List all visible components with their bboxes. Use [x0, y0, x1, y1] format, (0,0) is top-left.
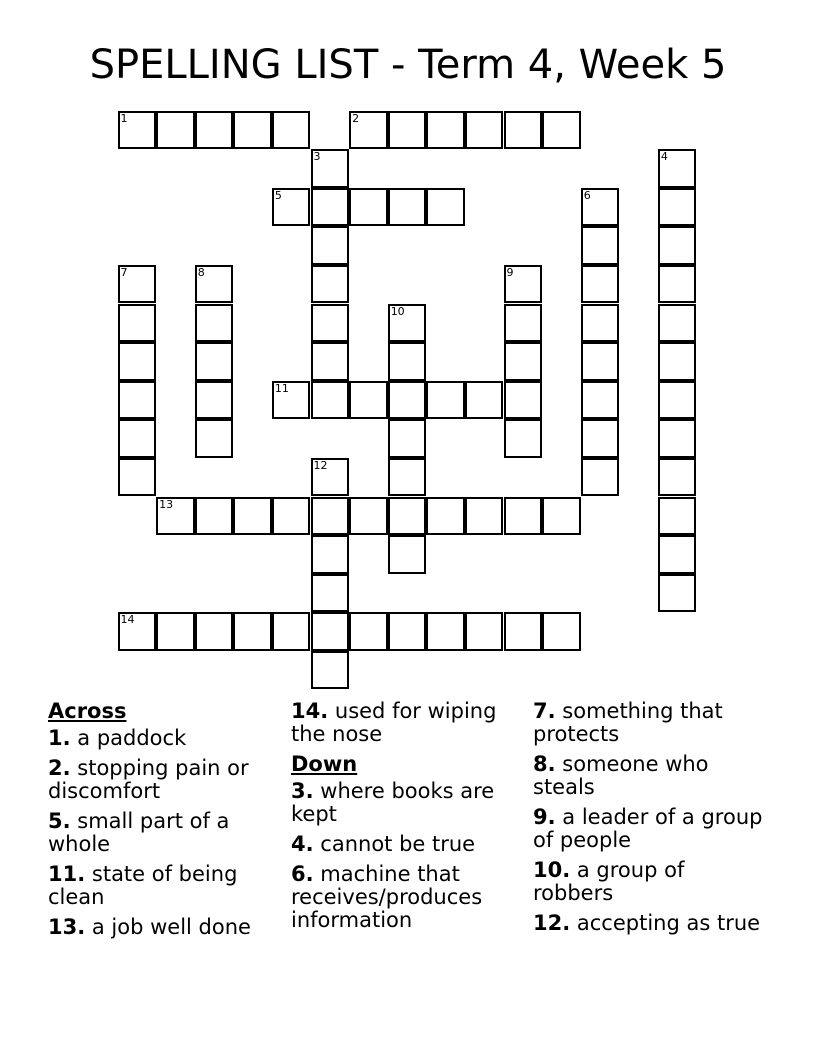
crossword-cell[interactable] [388, 497, 427, 536]
crossword-cell[interactable] [156, 612, 195, 651]
crossword-cell[interactable] [542, 497, 581, 536]
crossword-cell[interactable] [388, 458, 427, 497]
crossword-cell[interactable] [388, 304, 427, 343]
clue-number: 3 [313, 150, 321, 164]
clue-across-11: 11. state of being clean [48, 862, 238, 909]
crossword-cell[interactable] [581, 419, 620, 458]
crossword-cell[interactable] [581, 188, 620, 227]
crossword-cell[interactable] [233, 497, 272, 536]
crossword-cell[interactable] [233, 111, 272, 150]
crossword-cell[interactable] [426, 497, 465, 536]
clues-column-3 [533, 700, 765, 942]
crossword-cell[interactable] [658, 574, 697, 613]
crossword-cell[interactable] [542, 111, 581, 150]
crossword-cell[interactable] [426, 188, 465, 227]
crossword-cell[interactable] [658, 304, 697, 343]
crossword-cell[interactable] [156, 111, 195, 150]
crossword-cell[interactable] [272, 381, 311, 420]
crossword-cell[interactable] [658, 149, 697, 188]
crossword-cell[interactable] [542, 612, 581, 651]
clue-across-14: 14. used for wiping the nose [291, 699, 497, 746]
crossword-cell[interactable] [504, 304, 543, 343]
crossword-cell[interactable] [658, 381, 697, 420]
crossword-cell[interactable] [233, 612, 272, 651]
clue-number: 6 [583, 188, 591, 202]
crossword-cell[interactable] [156, 497, 195, 536]
crossword-cell[interactable] [504, 497, 543, 536]
crossword-cell[interactable] [349, 188, 388, 227]
clue-number: 1 [120, 111, 128, 125]
crossword-cell[interactable] [388, 188, 427, 227]
crossword-cell[interactable] [118, 458, 157, 497]
crossword-cell[interactable] [581, 265, 620, 304]
crossword-cell[interactable] [311, 304, 350, 343]
clue-across-2: 2. stopping pain or discomfort [48, 756, 249, 803]
crossword-cell[interactable] [118, 381, 157, 420]
clue-down-12: 12. accepting as true [533, 911, 761, 935]
crossword-cell[interactable] [426, 381, 465, 420]
crossword-cell[interactable] [195, 265, 234, 304]
crossword-cell[interactable] [118, 612, 157, 651]
crossword-cell[interactable] [195, 342, 234, 381]
clue-number: 8 [197, 265, 205, 279]
crossword-cell[interactable] [465, 497, 504, 536]
crossword-cell[interactable] [465, 612, 504, 651]
crossword-cell[interactable] [504, 111, 543, 150]
clue-number: 7 [120, 265, 128, 279]
crossword-cell[interactable] [388, 612, 427, 651]
crossword-cell[interactable] [311, 265, 350, 304]
crossword-cell[interactable] [504, 381, 543, 420]
crossword-cell[interactable] [311, 574, 350, 613]
crossword-cell[interactable] [195, 304, 234, 343]
crossword-cell[interactable] [581, 458, 620, 497]
clue-across-1: 1. a paddock [48, 726, 187, 750]
clue-down-4: 4. cannot be true [291, 832, 476, 856]
crossword-cell[interactable] [195, 111, 234, 150]
crossword-cell[interactable] [349, 497, 388, 536]
crossword-cell[interactable] [272, 612, 311, 651]
crossword-cell[interactable] [118, 304, 157, 343]
crossword-cell[interactable] [195, 612, 234, 651]
crossword-cell[interactable] [272, 111, 311, 150]
crossword-cell[interactable] [311, 188, 350, 227]
crossword-cell[interactable] [658, 342, 697, 381]
crossword-cell[interactable] [195, 381, 234, 420]
clue-down-9: 9. a leader of a group of people [533, 805, 763, 852]
clue-number: 10 [390, 304, 405, 318]
clue-number: 4 [660, 150, 668, 164]
crossword-cell[interactable] [311, 497, 350, 536]
crossword-cell[interactable] [465, 381, 504, 420]
crossword-cell[interactable] [311, 612, 350, 651]
clue-number: 9 [506, 265, 514, 279]
clues-column-1 [48, 700, 280, 946]
crossword-cell[interactable] [388, 381, 427, 420]
crossword-cell[interactable] [349, 111, 388, 150]
crossword-cell[interactable] [465, 111, 504, 150]
crossword-cell[interactable] [349, 612, 388, 651]
clue-down-6: 6. machine that receives/produces information [291, 862, 483, 932]
crossword-cell[interactable] [311, 149, 350, 188]
clue-down-8: 8. someone who steals [533, 752, 709, 799]
crossword-cell[interactable] [426, 111, 465, 150]
crossword-cell[interactable] [658, 535, 697, 574]
clue-number: 14 [120, 613, 135, 627]
crossword-cell[interactable] [581, 226, 620, 265]
clue-number: 13 [159, 497, 174, 511]
down-heading: Down [291, 752, 358, 776]
clue-number: 12 [313, 458, 328, 472]
clue-across-5: 5. small part of a whole [48, 809, 230, 856]
crossword-cell[interactable] [272, 497, 311, 536]
clue-number: 5 [274, 188, 282, 202]
crossword-cell[interactable] [581, 381, 620, 420]
crossword-cell[interactable] [658, 419, 697, 458]
crossword-cell[interactable] [195, 497, 234, 536]
clue-number: 2 [352, 111, 360, 125]
crossword-cell[interactable] [504, 265, 543, 304]
clues-column-2 [291, 700, 523, 939]
crossword-cell[interactable] [658, 265, 697, 304]
crossword-cell[interactable] [658, 188, 697, 227]
crossword-cell[interactable] [504, 342, 543, 381]
crossword-cell[interactable] [118, 342, 157, 381]
crossword-cell[interactable] [311, 226, 350, 265]
crossword-cell[interactable] [272, 188, 311, 227]
crossword-cell[interactable] [581, 304, 620, 343]
clue-down-10: 10. a group of robbers [533, 858, 685, 905]
crossword-cell[interactable] [195, 419, 234, 458]
clue-number: 11 [274, 381, 289, 395]
crossword-cell[interactable] [658, 226, 697, 265]
crossword-cell[interactable] [658, 497, 697, 536]
crossword-cell[interactable] [118, 265, 157, 304]
crossword-cell[interactable] [118, 111, 157, 150]
crossword-cell[interactable] [581, 342, 620, 381]
clue-down-7: 7. something that protects [533, 699, 723, 746]
crossword-cell[interactable] [388, 111, 427, 150]
crossword-cell[interactable] [504, 419, 543, 458]
clue-down-3: 3. where books are kept [291, 779, 495, 826]
crossword-cell[interactable] [504, 612, 543, 651]
crossword-cell[interactable] [658, 458, 697, 497]
crossword-cell[interactable] [349, 381, 388, 420]
crossword-cell[interactable] [118, 419, 157, 458]
crossword-cell[interactable] [311, 381, 350, 420]
crossword-cell[interactable] [388, 342, 427, 381]
crossword-cell[interactable] [426, 612, 465, 651]
crossword-cell[interactable] [388, 419, 427, 458]
crossword-cell[interactable] [388, 535, 427, 574]
crossword-cell[interactable] [311, 535, 350, 574]
clue-across-13: 13. a job well done [48, 915, 251, 939]
across-heading: Across [48, 699, 127, 723]
crossword-cell[interactable] [311, 651, 350, 690]
page-title: SPELLING LIST - Term 4, Week 5 [89, 42, 727, 88]
crossword-cell[interactable] [311, 458, 350, 497]
crossword-cell[interactable] [311, 342, 350, 381]
